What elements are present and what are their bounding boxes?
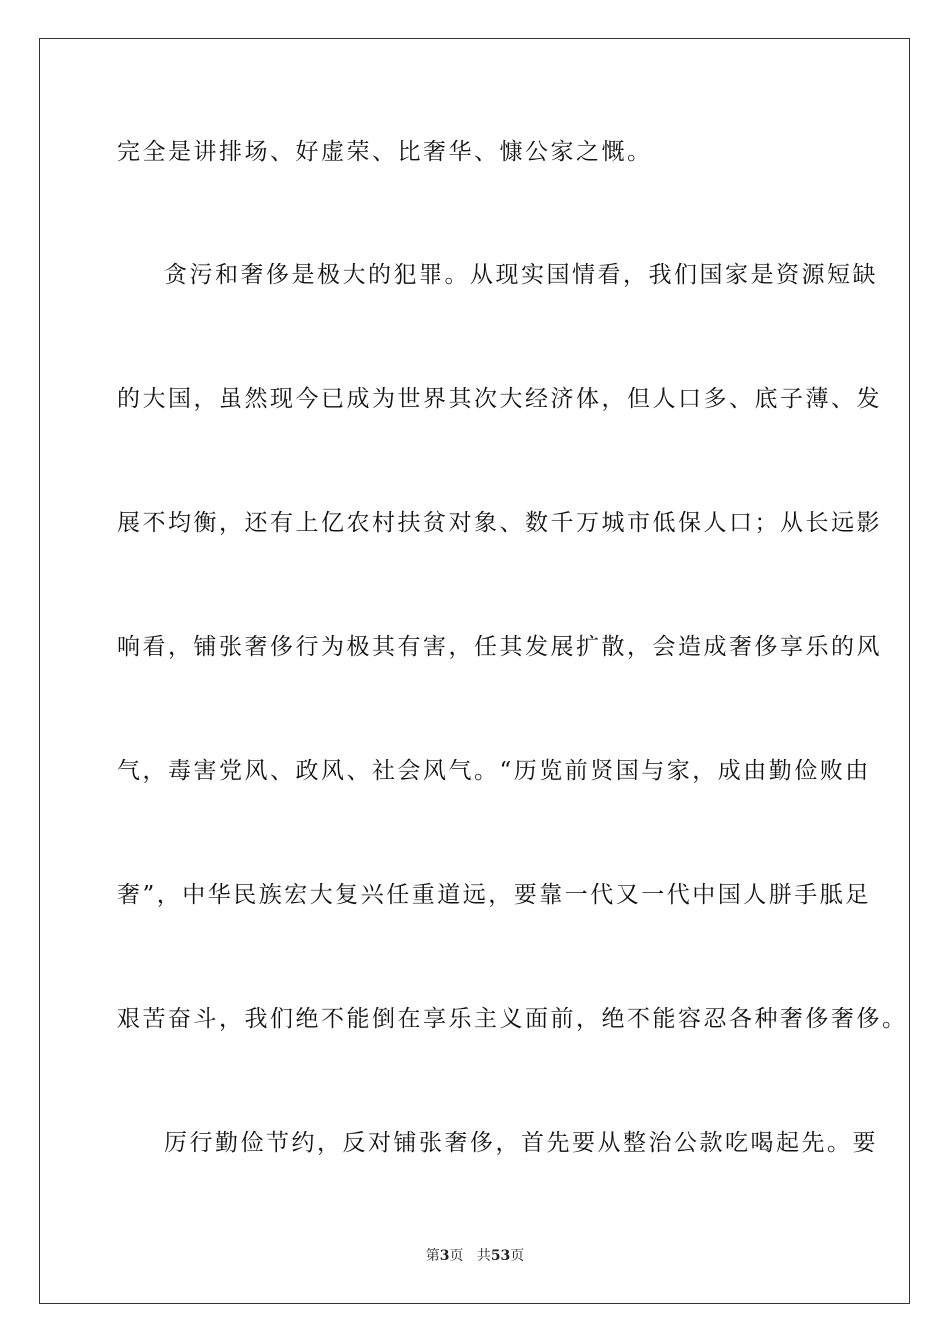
page-footer [0, 1247, 950, 1265]
text-line-3: 的大国，虽然现今已成为世界其次大经济体，但人口多、底子薄、发 [117, 386, 882, 412]
page-prefix: 第 [425, 1248, 440, 1264]
text-line-5: 响看，铺张奢侈行为极其有害，任其发展扩散，会造成奢侈享乐的风 [117, 634, 882, 660]
text-line-4: 展不均衡，还有上亿农村扶贫对象、数千万城市低保人口；从长远影 [117, 510, 882, 536]
current-page-number: 3 [439, 1248, 450, 1264]
total-suffix: 页 [510, 1248, 525, 1264]
page-border [39, 38, 910, 1304]
page-suffix: 页 [449, 1248, 464, 1264]
total-prefix: 共 [476, 1248, 491, 1264]
text-line-2: 贪污和奢侈是极大的犯罪。从现实国情看，我们国家是资源短缺 [164, 262, 878, 288]
text-line-7: 奢”，中华民族宏大复兴任重道远，要靠一代又一代中国人胼手胝足 [117, 882, 871, 908]
text-line-6: 气，毒害党风、政风、社会风气。“历览前贤国与家，成由勤俭败由 [117, 758, 871, 784]
text-line-8: 艰苦奋斗，我们绝不能倒在享乐主义面前，绝不能容忍各种奢侈奢侈。 [117, 1006, 908, 1032]
text-line-1: 完全是讲排场、好虚荣、比奢华、慷公家之慨。 [117, 139, 653, 165]
text-line-9: 厉行勤俭节约，反对铺张奢侈，首先要从整治公款吃喝起先。要 [164, 1130, 878, 1156]
total-pages-number: 53 [490, 1248, 511, 1264]
